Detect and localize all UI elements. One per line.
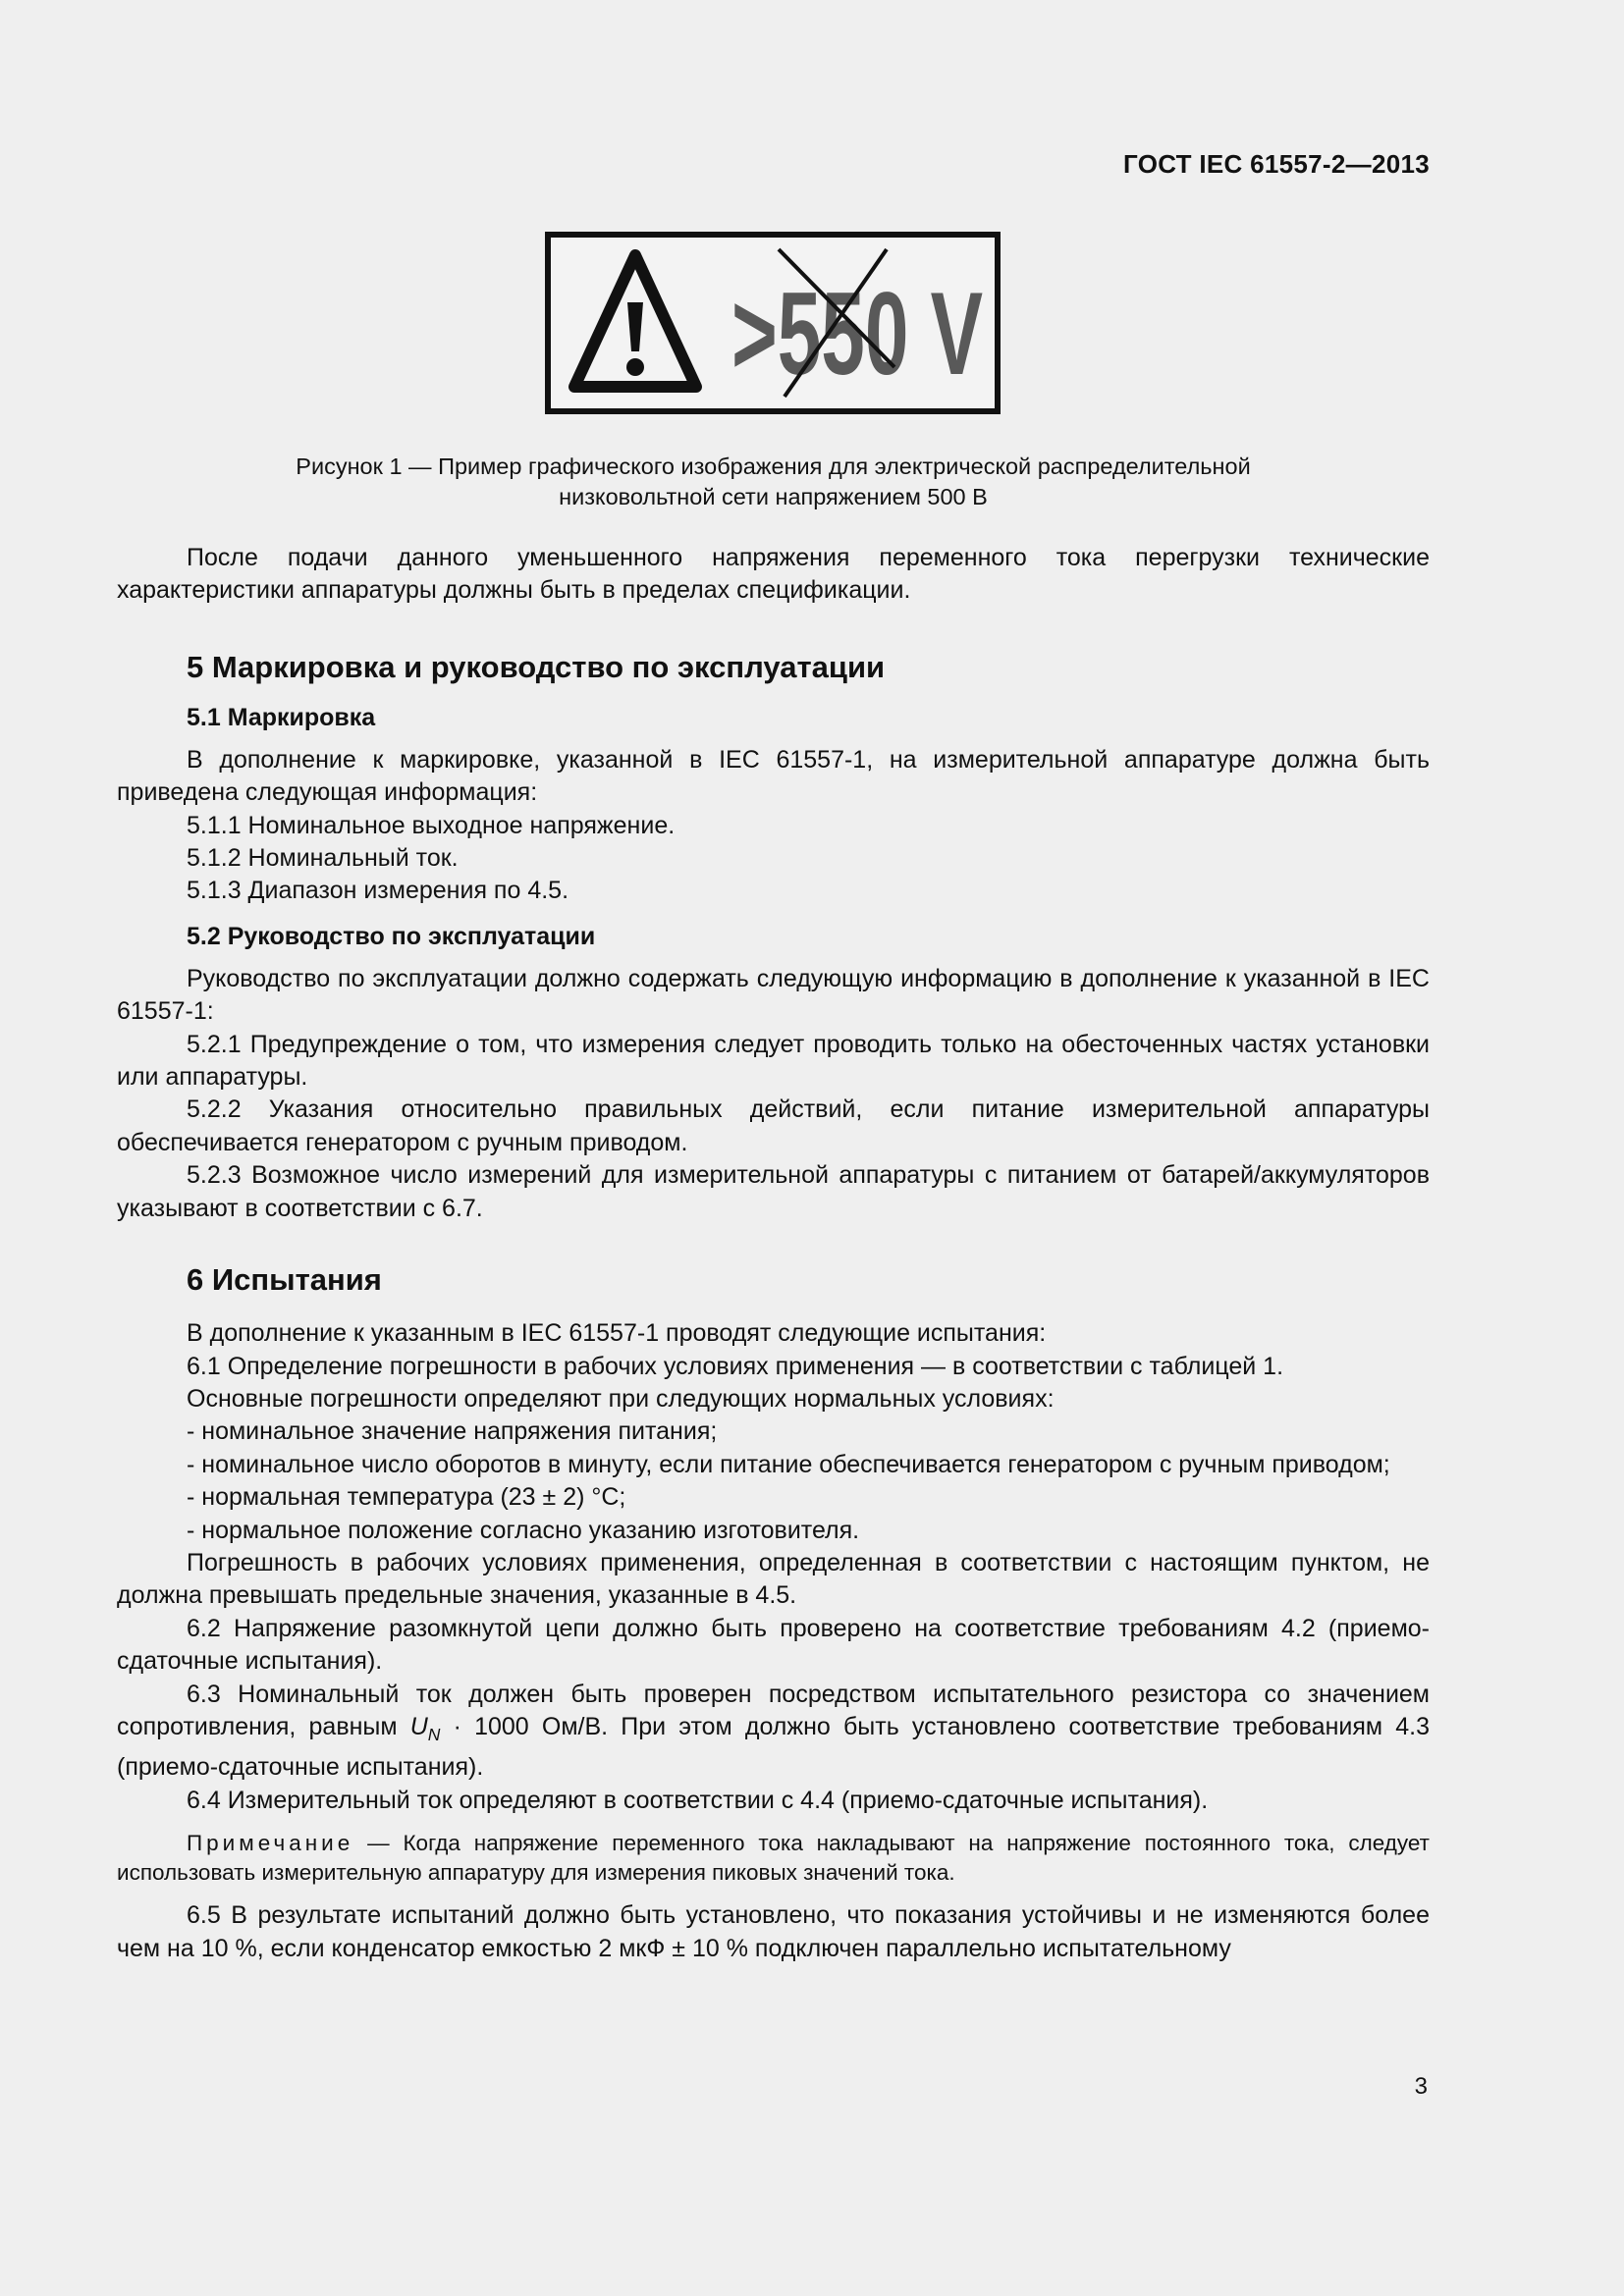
voltage-variable-subscript: N bbox=[427, 1724, 441, 1744]
section-5-1-title: 5.1 Маркировка bbox=[187, 703, 376, 731]
voltage-label: >550 V bbox=[731, 268, 983, 400]
list-item-5-1-3: 5.1.3 Диапазон измерения по 4.5. bbox=[187, 877, 569, 905]
paragraph-5-2-2: 5.2.2 Указания относительно правильных действий, если питание измерительной аппаратуры обеспечивается генератором с ручным приводом. bbox=[117, 1095, 1430, 1156]
section-5-2-title: 5.2 Руководство по эксплуатации bbox=[187, 922, 596, 950]
condition-item: - нормальная температура (23 ± 2) °С; bbox=[187, 1483, 626, 1512]
paragraph-6-3-text-a: 6.3 Номинальный ток должен быть проверен посредством испытательного резистора со значением сопротивления, равным bbox=[117, 1680, 1430, 1740]
section-5-2-intro: Руководство по эксплуатации должно содержать следующую информацию в дополнение к указанной в IEC 61557-1: bbox=[117, 964, 1430, 1026]
paragraph-5-2-1: 5.2.1 Предупреждение о том, что измерения следует проводить только на обесточенных частях установки или аппаратуры. bbox=[117, 1030, 1430, 1092]
paragraph-6-4: 6.4 Измерительный ток определяют в соответствии с 4.4 (приемо-сдаточные испытания). bbox=[187, 1786, 1209, 1814]
paragraph-6-3 bbox=[117, 1679, 1430, 1785]
note-text: — Когда напряжение переменного тока накладывают на напряжение постоянного тока, следует использовать измерительную аппаратуру для измерения пиковых значений тока. bbox=[117, 1831, 1430, 1886]
caption-line-1: Рисунок 1 — Пример графического изображения для электрической распределительной bbox=[296, 454, 1251, 479]
section-5-title: 5 Маркировка и руководство по эксплуатации bbox=[187, 649, 886, 684]
note bbox=[117, 1829, 1430, 1888]
paragraph-after-figure: После подачи данного уменьшенного напряжения переменного тока перегрузки технические характеристики аппаратуры должны быть в пределах спецификации. bbox=[117, 544, 1430, 605]
warning-symbol bbox=[545, 232, 1001, 414]
paragraph-6-3-text-b: · 1000 Ом/В. При этом должно быть установлено соответствие требованиям 4.3 (приемо-сдаточные испытания). bbox=[117, 1712, 1430, 1782]
list-item-5-1-2: 5.1.2 Номинальный ток. bbox=[187, 844, 459, 873]
paragraph-6-5: 6.5 В результате испытаний должно быть установлено, что показания устойчивы и не изменяются более чем на 10 %, если конденсатор емкостью 2 мкФ ± 10 % подключен параллельно испытательному bbox=[117, 1901, 1430, 1962]
paragraph-6-2: 6.2 Напряжение разомкнутой цепи должно быть проверено на соответствие требованиям 4.2 (приемо-сдаточные испытания). bbox=[117, 1614, 1430, 1676]
document-body bbox=[117, 542, 1430, 1965]
list-item-5-1-1: 5.1.1 Номинальное выходное напряжение. bbox=[187, 811, 676, 839]
condition-item: - нормальное положение согласно указанию изготовителя. bbox=[187, 1516, 860, 1544]
condition-item: - номинальное значение напряжения питания; bbox=[187, 1417, 718, 1446]
warning-symbol-figure bbox=[545, 232, 1001, 414]
paragraph-6-1-error: Погрешность в рабочих условиях применения, определенная в соответствии с настоящим пунктом, не должна превышать предельные значения, указанные в 4.5. bbox=[117, 1548, 1430, 1610]
page-number: 3 bbox=[1414, 2073, 1428, 2100]
section-5-1-intro: В дополнение к маркировке, указанной в IEC 61557-1, на измерительной аппаратуре должна быть приведена следующая информация: bbox=[117, 745, 1430, 807]
condition-item: - номинальное число оборотов в минуту, если питание обеспечивается генератором с ручным приводом; bbox=[187, 1450, 1390, 1478]
section-6-title: 6 Испытания bbox=[187, 1262, 382, 1298]
voltage-variable: U bbox=[409, 1712, 428, 1740]
paragraph-6-1-basic: Основные погрешности определяют при следующих нормальных условиях: bbox=[187, 1384, 1055, 1413]
document-id: ГОСТ IEC 61557-2—2013 bbox=[1123, 149, 1430, 179]
paragraph-5-2-3: 5.2.3 Возможное число измерений для измерительной аппаратуры с питанием от батарей/аккумуляторов указывают в соответствии с 6.7. bbox=[117, 1161, 1430, 1222]
note-label: Примечание bbox=[187, 1831, 354, 1856]
paragraph-6-1: 6.1 Определение погрешности в рабочих условиях применения — в соответствии с таблицей 1. bbox=[187, 1352, 1284, 1380]
section-6-intro: В дополнение к указанным в IEC 61557-1 проводят следующие испытания: bbox=[187, 1319, 1047, 1348]
caption-line-2: низковольтной сети напряжением 500 В bbox=[559, 484, 988, 509]
figure-caption bbox=[118, 452, 1429, 512]
